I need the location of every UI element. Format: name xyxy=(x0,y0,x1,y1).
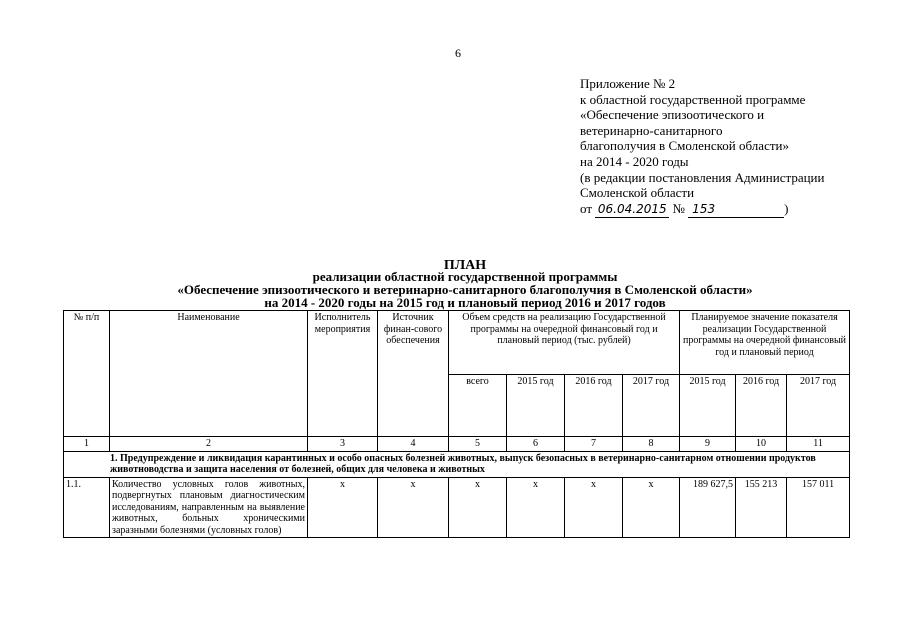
column-number: 11 xyxy=(787,437,850,452)
appendix-line: Смоленской области xyxy=(580,185,695,201)
column-number: 3 xyxy=(308,437,378,452)
header-planned-2016: 2016 год xyxy=(736,375,787,437)
handwritten-number: 153 xyxy=(688,202,784,219)
row-planned-2016: 155 213 xyxy=(736,477,787,538)
plan-title: ПЛАН xyxy=(443,258,487,273)
header-executor: Исполнитель мероприятия xyxy=(308,311,378,437)
row-num: 1.1. xyxy=(64,477,110,538)
table-row xyxy=(64,477,850,538)
plan-table xyxy=(63,310,850,538)
appendix-line: на 2014 - 2020 годы xyxy=(580,153,689,169)
row-name: Количество условных голов животных, подвергнутых плановым диагностическим исследованиям, направленным на выявление животных, больных хроническими заразными болезнями (условных голов) xyxy=(110,477,308,538)
appendix-line: к областной государственной программе xyxy=(580,91,806,107)
appendix-line: (в редакции постановления Администрации xyxy=(580,169,825,185)
closing-paren: ) xyxy=(784,200,789,216)
program-name: «Обеспечение эпизоотического и ветеринарно-санитарного благополучия в Смоленской области» xyxy=(177,282,753,297)
section-title: 1. Предупреждение и ликвидация карантинных и особо опасных болезней животных, выпуск безопасных в ветеринарно-санитарном отношении продуктов животноводства и защита населения от болезней, общих для человека и животных xyxy=(64,451,850,477)
header-planned: Планируемое значение показателя реализации Государственной программы на очередной финансовый год и плановый период xyxy=(680,311,850,375)
header-planned-2017: 2017 год xyxy=(787,375,850,437)
column-number: 2 xyxy=(110,437,308,452)
column-number: 1 xyxy=(64,437,110,452)
header-name: Наименование xyxy=(110,311,308,437)
column-number: 4 xyxy=(378,437,449,452)
column-number: 10 xyxy=(736,437,787,452)
row-planned-2015: 189 627,5 xyxy=(680,477,736,538)
appendix-block xyxy=(580,76,824,218)
row-planned-2017: 157 011 xyxy=(787,477,850,538)
plan-period: на 2014 - 2020 годы на 2015 год и плановый период 2016 и 2017 годов xyxy=(264,295,666,310)
from-prefix: от xyxy=(580,200,593,216)
appendix-line: Приложение № 2 xyxy=(580,76,676,91)
appendix-line: благополучия в Смоленской области» xyxy=(580,138,789,154)
header-funds: Объем средств на реализацию Государственной программы на очередной финансовый год и плановый период (тыс. рублей) xyxy=(449,311,680,375)
appendix-line: «Обеспечение эпизоотического и xyxy=(580,107,765,123)
column-number: 9 xyxy=(680,437,736,452)
header-funds-2017: 2017 год xyxy=(623,375,680,437)
header-source: Источник финан-сового обеспечения xyxy=(378,311,449,437)
handwritten-date: 06.04.2015 xyxy=(595,202,669,219)
row-funds-2017: х xyxy=(623,477,680,538)
header-funds-total: всего xyxy=(449,375,507,437)
page-number: 6 xyxy=(455,46,461,60)
number-prefix: № xyxy=(672,200,685,216)
column-number: 6 xyxy=(507,437,565,452)
column-number: 5 xyxy=(449,437,507,452)
header-num: № п/п xyxy=(64,311,110,437)
header-planned-2015: 2015 год xyxy=(680,375,736,437)
row-funds-total: х xyxy=(449,477,507,538)
column-number: 7 xyxy=(565,437,623,452)
row-executor: х xyxy=(308,477,378,538)
header-funds-2016: 2016 год xyxy=(565,375,623,437)
row-funds-2016: х xyxy=(565,477,623,538)
header-funds-2015: 2015 год xyxy=(507,375,565,437)
appendix-line: ветеринарно-санитарного xyxy=(580,122,723,138)
plan-subtitle: реализации областной государственной программы xyxy=(312,269,618,284)
column-number: 8 xyxy=(623,437,680,452)
appendix-signature-line xyxy=(580,201,824,219)
row-funds-2015: х xyxy=(507,477,565,538)
row-source: х xyxy=(378,477,449,538)
